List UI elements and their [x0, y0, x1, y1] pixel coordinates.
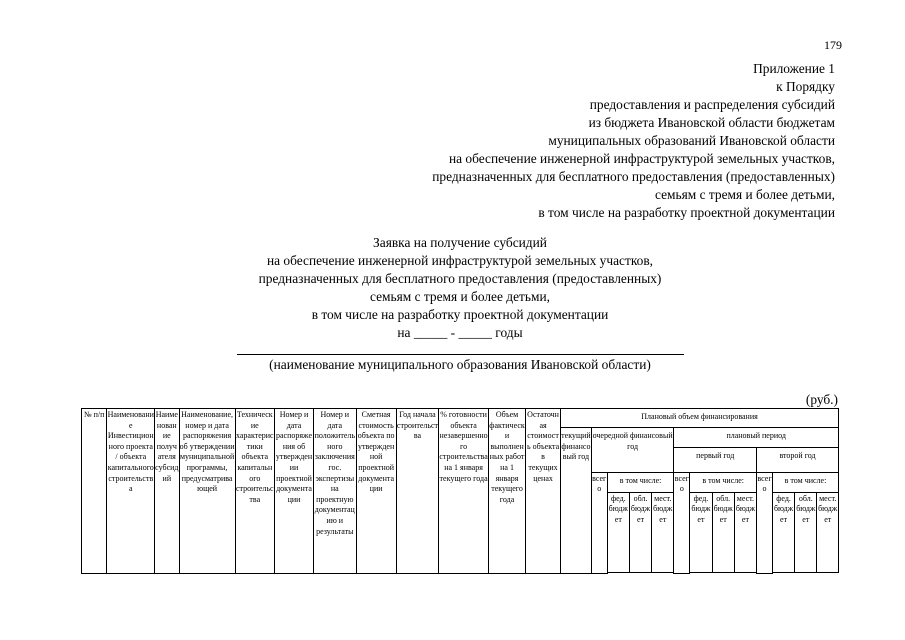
document-title [180, 234, 740, 342]
appendix-line: предназначенных для бесплатного предоставления (предоставленных) [432, 169, 835, 184]
header-estimate: Сметная стоимость объекта по утвержденной проектной документации [356, 409, 396, 574]
header-first-year: первый год [674, 448, 757, 473]
title-line: семьям с тремя и более детьми, [369, 289, 550, 304]
header-loc: мест. бюджет [652, 492, 674, 572]
page-number: 179 [824, 38, 842, 52]
header-remaining: Остаточная стоимость объекта в текущих ценах [526, 409, 561, 574]
header-name: Наименование Инвестиционного проекта / объекта капитального строительства [107, 409, 155, 574]
appendix-line: Приложение 1 [753, 61, 835, 76]
application-table [81, 408, 839, 574]
appendix-line: из бюджета Ивановской области бюджетам [588, 115, 835, 130]
header-fed: фед. бюджет [607, 492, 629, 572]
header-recipient: Наименование получателя субсидий [155, 409, 179, 574]
municipality-line [237, 354, 684, 355]
appendix-line: в том числе на разработку проектной документации [538, 205, 835, 220]
appendix-line: предоставления и распределения субсидий [589, 97, 835, 112]
header-loc: мест. бюджет [734, 492, 756, 572]
header-act: Наименование, номер и дата распоряжения об утверждении муниципальной программы, предусматривающей [179, 409, 235, 574]
header-total: всего [674, 472, 690, 573]
header-total: всего [591, 472, 607, 573]
header-loc: мест. бюджет [817, 492, 839, 572]
header-reg: обл. бюджет [795, 492, 817, 572]
header-fed: фед. бюджет [690, 492, 712, 572]
units-label: (руб.) [805, 392, 838, 407]
title-line: предназначенных для бесплатного предоставления (предоставленных) [258, 271, 662, 286]
appendix-line: муниципальных образований Ивановской области [548, 133, 835, 148]
appendix-line: к Порядку [776, 79, 835, 94]
header-readiness: % готовности объекта незавершенного строительства на 1 января текущего года [439, 409, 489, 574]
header-planned: Плановый объем финансирования [561, 409, 839, 428]
title-line: в том числе на разработку проектной документации [311, 307, 609, 322]
header-incl: в том числе: [772, 472, 838, 492]
header-incl: в том числе: [690, 472, 757, 492]
appendix-line: на обеспечение инженерной инфраструктурой земельных участков, [448, 151, 835, 166]
header-total: всего [757, 472, 773, 573]
header-reg: обл. бюджет [629, 492, 651, 572]
header-plan-period: плановый период [674, 427, 839, 447]
header-incl: в том числе: [607, 472, 674, 492]
appendix-header [432, 60, 835, 222]
header-start-year: Год начала строительства [396, 409, 438, 574]
header-num: № п/п [82, 409, 107, 574]
title-line: Заявка на получение субсидий [373, 235, 547, 250]
header-second-year: второй год [757, 448, 839, 473]
header-tech: Технические характеристики объекта капитального строительства [235, 409, 274, 574]
header-current-year: текущий финансовый год [561, 427, 592, 573]
title-line: на _____ - _____ годы [397, 325, 523, 340]
header-actual-works: Объем фактически выполненных работ на 1 января текущего года [488, 409, 525, 574]
title-line: на обеспечение инженерной инфраструктурой земельных участков, [266, 253, 654, 268]
header-fed: фед. бюджет [772, 492, 794, 572]
header-project-decree: Номер и дата распоряжения об утверждении проектной документации [274, 409, 313, 574]
municipality-caption: (наименование муниципального образования Ивановской области) [269, 357, 651, 372]
header-expertise: Номер и дата положительного заключения гос. экспертизы на проектную документацию и результаты [314, 409, 356, 574]
appendix-line: семьям с тремя и более детьми, [654, 187, 835, 202]
header-reg: обл. бюджет [712, 492, 734, 572]
header-next-year: очередной финансовый год [591, 427, 674, 472]
